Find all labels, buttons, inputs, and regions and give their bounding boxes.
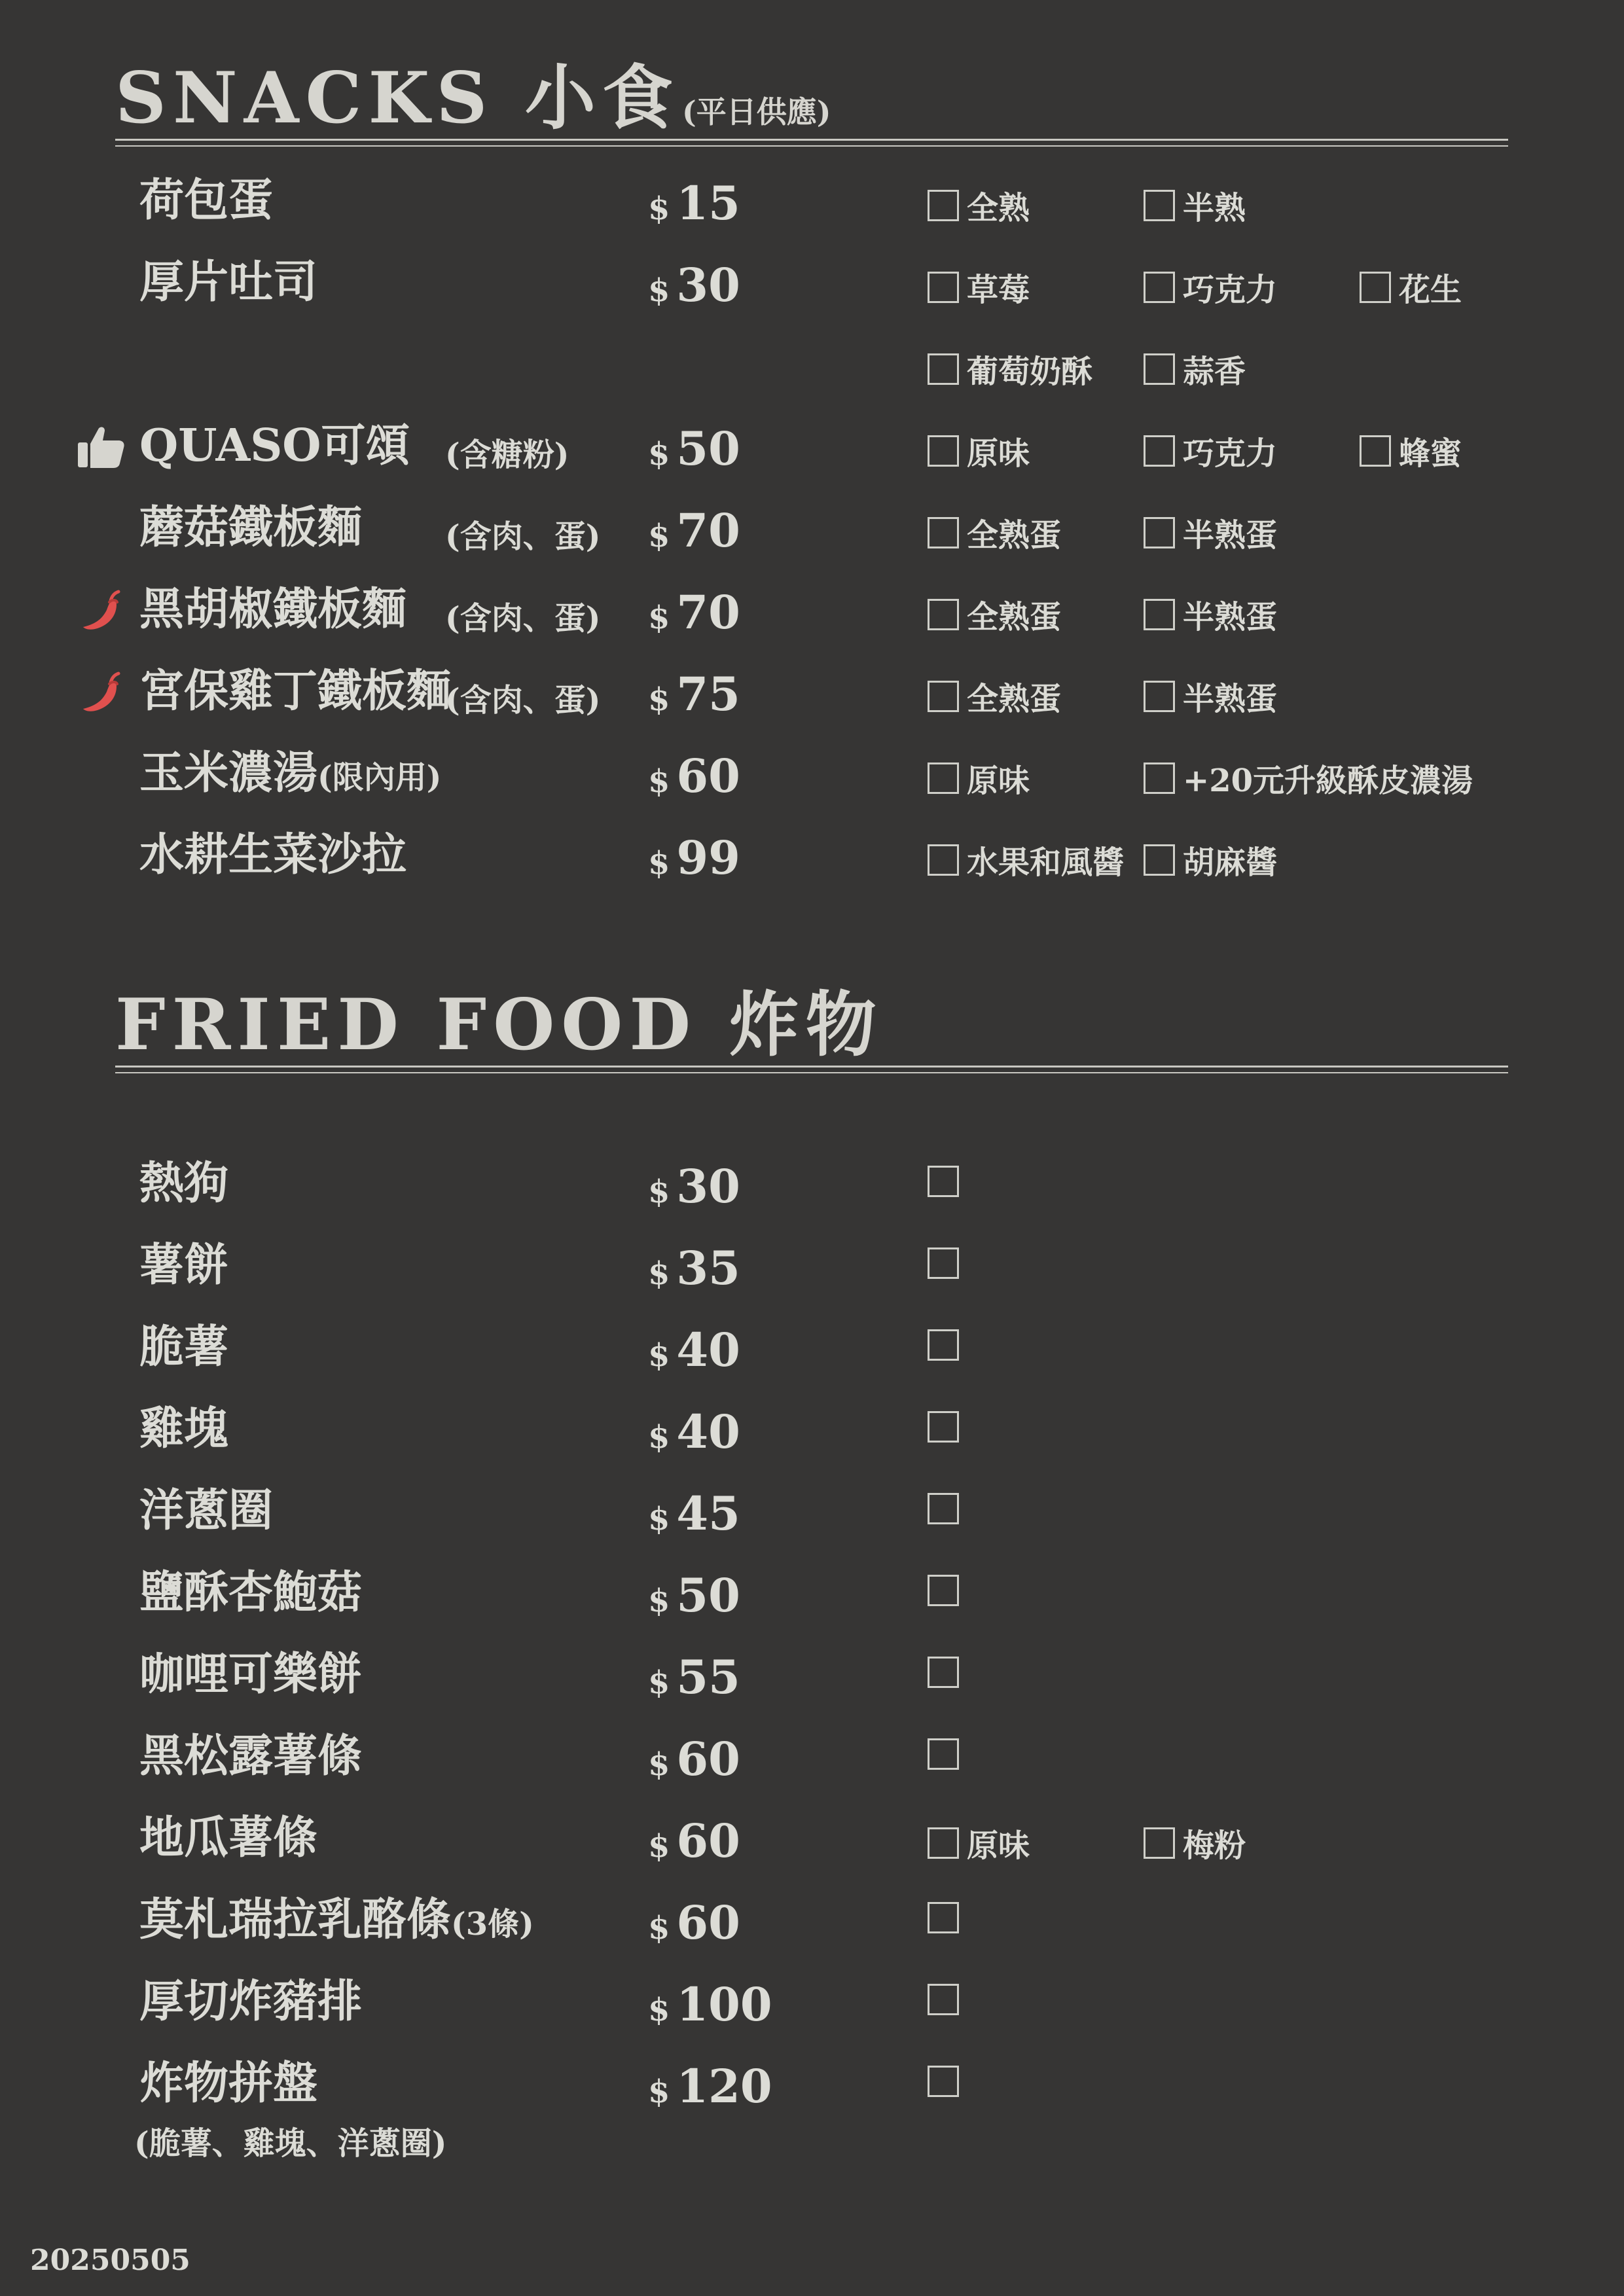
checkbox-icon[interactable] xyxy=(928,1738,959,1770)
item-name-text: 地瓜薯條 xyxy=(139,1812,318,1864)
item-price xyxy=(648,831,740,885)
option-checkbox[interactable] xyxy=(928,264,1030,308)
snacks-divider xyxy=(115,139,1508,141)
option-checkbox[interactable] xyxy=(928,2066,967,2102)
menu-row xyxy=(0,489,1624,571)
checkbox-icon[interactable] xyxy=(928,681,959,712)
item-name xyxy=(139,1976,362,2027)
item-price xyxy=(648,667,740,721)
checkbox-icon[interactable] xyxy=(1144,272,1175,303)
option-checkbox[interactable] xyxy=(928,1738,967,1775)
option-checkbox[interactable] xyxy=(1144,346,1246,390)
item-note: (含肉、蛋) xyxy=(445,518,601,555)
menu-row xyxy=(0,1145,1624,1227)
item-name xyxy=(139,666,451,717)
price-value: 60 xyxy=(676,1732,740,1786)
item-price xyxy=(648,503,740,558)
menu-row xyxy=(0,734,1624,816)
option-checkbox[interactable] xyxy=(1360,428,1462,472)
menu-row xyxy=(0,1308,1624,1390)
item-price xyxy=(648,1650,740,1704)
currency-symbol: $ xyxy=(648,272,670,309)
item-price xyxy=(648,1814,740,1868)
currency-symbol: $ xyxy=(648,1419,670,1456)
checkbox-icon[interactable] xyxy=(928,517,959,548)
item-price xyxy=(648,176,740,230)
currency-symbol: $ xyxy=(648,763,670,800)
option-label: 水果和風醬 xyxy=(967,844,1125,881)
option-checkbox[interactable] xyxy=(928,1657,967,1693)
checkbox-icon[interactable] xyxy=(1144,517,1175,548)
option-label: +20元升級酥皮濃湯 xyxy=(1183,762,1473,799)
item-price xyxy=(648,2059,772,2113)
checkbox-icon[interactable] xyxy=(928,1984,959,2015)
currency-symbol: $ xyxy=(648,1664,670,1701)
snacks-title: SNACKS 小食(平日供應) xyxy=(115,57,831,139)
item-name-text: 黑胡椒鐵板麵 xyxy=(139,583,407,636)
item-name-text: QUASO可頌 xyxy=(139,420,410,472)
option-label: 花生 xyxy=(1399,272,1462,308)
option-checkbox[interactable] xyxy=(928,1902,967,1939)
item-name-text: 厚片吐司 xyxy=(139,256,318,308)
price-value: 60 xyxy=(676,1895,740,1950)
option-checkbox[interactable] xyxy=(928,1575,967,1611)
item-name-text: 咖哩可樂餅 xyxy=(139,1648,363,1700)
item-name xyxy=(139,2058,317,2109)
option-checkbox[interactable] xyxy=(928,837,1125,881)
checkbox-icon[interactable] xyxy=(928,1329,959,1361)
option-checkbox[interactable] xyxy=(1144,755,1473,799)
currency-symbol: $ xyxy=(648,190,670,227)
menu-row xyxy=(0,1636,1624,1717)
price-value: 75 xyxy=(676,667,740,721)
item-name xyxy=(139,747,441,798)
chili-pepper-icon xyxy=(75,666,128,718)
option-label: 半熟蛋 xyxy=(1183,681,1278,717)
menu-row xyxy=(0,407,1624,489)
item-price xyxy=(648,1241,740,1295)
price-value: 40 xyxy=(676,1323,740,1377)
price-value: 15 xyxy=(676,176,740,230)
menu-row xyxy=(0,816,1624,898)
item-name-text: 黑松露薯條 xyxy=(139,1730,363,1782)
item-price xyxy=(648,422,740,476)
item-name xyxy=(139,1812,317,1863)
option-label: 半熟 xyxy=(1183,190,1246,226)
item-name xyxy=(139,1158,228,1209)
checkbox-icon[interactable] xyxy=(1144,190,1175,221)
currency-symbol: $ xyxy=(648,436,670,473)
fried-food-divider xyxy=(115,1066,1508,1067)
item-name-text: 熱狗 xyxy=(139,1157,229,1210)
checkbox-icon[interactable] xyxy=(1144,844,1175,876)
price-value: 50 xyxy=(676,422,740,476)
price-value: 55 xyxy=(676,1650,740,1704)
option-checkbox[interactable] xyxy=(928,1247,967,1284)
price-value: 70 xyxy=(676,585,740,639)
option-checkbox[interactable] xyxy=(928,755,1030,799)
snacks-divider-thin xyxy=(115,145,1508,147)
fried-food-divider-thin xyxy=(115,1072,1508,1073)
item-description: (脆薯、雞塊、洋蔥圈) xyxy=(134,2125,447,2162)
currency-symbol: $ xyxy=(648,1910,670,1946)
item-name xyxy=(139,584,406,635)
option-label: 巧克力 xyxy=(1183,272,1278,308)
option-checkbox[interactable] xyxy=(1144,183,1246,226)
checkbox-icon[interactable] xyxy=(928,190,959,221)
price-value: 45 xyxy=(676,1486,740,1541)
item-note: (含肉、蛋) xyxy=(445,600,601,637)
option-label: 半熟蛋 xyxy=(1183,517,1278,554)
snacks-note: (平日供應) xyxy=(681,94,831,130)
checkbox-icon[interactable] xyxy=(1144,353,1175,385)
menu-row xyxy=(0,162,1624,243)
item-name xyxy=(139,1649,362,1700)
item-price xyxy=(648,1895,740,1950)
price-value: 40 xyxy=(676,1405,740,1459)
item-name-text: 脆薯 xyxy=(139,1321,229,1373)
price-value: 30 xyxy=(676,1159,740,1213)
menu-row xyxy=(0,1717,1624,1799)
item-price xyxy=(648,585,740,639)
version-stamp: 20250505 xyxy=(30,2244,190,2277)
price-value: 30 xyxy=(676,258,740,312)
item-price xyxy=(648,1977,772,2032)
checkbox-icon[interactable] xyxy=(928,1657,959,1688)
price-value: 100 xyxy=(676,1977,772,2032)
menu-row xyxy=(0,653,1624,734)
option-checkbox[interactable] xyxy=(1144,1820,1246,1864)
checkbox-icon[interactable] xyxy=(928,1827,959,1859)
checkbox-icon[interactable] xyxy=(928,1411,959,1443)
option-checkbox[interactable] xyxy=(1144,837,1278,881)
menu-row xyxy=(0,325,1624,407)
option-checkbox[interactable] xyxy=(1144,592,1278,636)
option-checkbox[interactable] xyxy=(928,1820,1030,1864)
currency-symbol: $ xyxy=(648,1174,670,1210)
option-label: 梅粉 xyxy=(1183,1827,1246,1864)
option-label: 全熟 xyxy=(967,190,1030,226)
checkbox-icon[interactable] xyxy=(1144,681,1175,712)
price-value: 50 xyxy=(676,1568,740,1623)
option-checkbox[interactable] xyxy=(928,1166,967,1202)
option-label: 蒜香 xyxy=(1183,353,1246,390)
option-label: 半熟蛋 xyxy=(1183,599,1278,636)
currency-symbol: $ xyxy=(648,1746,670,1783)
menu-row xyxy=(0,1390,1624,1472)
item-price xyxy=(648,258,740,312)
option-label: 草莓 xyxy=(967,272,1030,308)
item-name xyxy=(139,175,273,226)
item-price xyxy=(648,1732,740,1786)
item-name-text: 洋蔥圈 xyxy=(139,1484,274,1537)
menu-row xyxy=(0,243,1624,325)
item-price xyxy=(648,1323,740,1377)
checkbox-icon[interactable] xyxy=(1360,435,1391,467)
checkbox-icon[interactable] xyxy=(928,1902,959,1933)
menu-row xyxy=(0,571,1624,653)
currency-symbol: $ xyxy=(648,1337,670,1374)
item-name-text: 荷包蛋 xyxy=(139,174,274,226)
checkbox-icon[interactable] xyxy=(1144,1827,1175,1859)
option-checkbox[interactable] xyxy=(928,1493,967,1530)
option-checkbox[interactable] xyxy=(928,428,1030,472)
currency-symbol: $ xyxy=(648,1255,670,1292)
option-label: 全熟蛋 xyxy=(967,599,1062,636)
checkbox-icon[interactable] xyxy=(928,1166,959,1197)
checkbox-icon[interactable] xyxy=(1360,272,1391,303)
item-name-text: 厚切炸豬排 xyxy=(139,1975,363,2028)
item-name xyxy=(139,1240,228,1291)
item-name xyxy=(139,1567,362,1618)
item-note: (3條) xyxy=(451,1906,534,1943)
option-checkbox[interactable] xyxy=(1144,510,1278,554)
item-price xyxy=(648,1159,740,1213)
checkbox-icon[interactable] xyxy=(928,435,959,467)
item-name-text: 鹽酥杏鮑菇 xyxy=(139,1566,363,1619)
item-name xyxy=(139,1485,273,1536)
item-name-text: 玉米濃湯 xyxy=(139,747,318,799)
currency-symbol: $ xyxy=(648,1992,670,2028)
item-note: (限內用) xyxy=(317,759,442,796)
checkbox-icon[interactable] xyxy=(928,762,959,794)
menu-row xyxy=(0,1554,1624,1636)
currency-symbol: $ xyxy=(648,1583,670,1619)
item-name xyxy=(139,502,362,553)
item-name xyxy=(139,1731,362,1782)
item-name xyxy=(139,829,406,880)
checkbox-icon[interactable] xyxy=(928,844,959,876)
option-label: 葡萄奶酥 xyxy=(967,353,1093,390)
option-checkbox[interactable] xyxy=(928,1984,967,2020)
option-label: 原味 xyxy=(967,762,1030,799)
option-checkbox[interactable] xyxy=(928,592,1062,636)
item-name-text: 雞塊 xyxy=(139,1403,229,1455)
option-label: 全熟蛋 xyxy=(967,517,1062,554)
option-label: 胡麻醬 xyxy=(1183,844,1278,881)
currency-symbol: $ xyxy=(648,2073,670,2110)
item-name-text: 薯餅 xyxy=(139,1239,229,1291)
option-label: 原味 xyxy=(967,435,1030,472)
item-name xyxy=(139,1321,228,1372)
chili-pepper-icon xyxy=(75,584,128,636)
option-checkbox[interactable] xyxy=(928,183,1030,226)
currency-symbol: $ xyxy=(648,681,670,718)
price-value: 120 xyxy=(676,2059,772,2113)
item-note: (含糖粉) xyxy=(445,437,569,473)
item-price xyxy=(648,1405,740,1459)
item-name xyxy=(139,1894,534,1945)
price-value: 60 xyxy=(676,1814,740,1868)
currency-symbol: $ xyxy=(648,518,670,554)
checkbox-icon[interactable] xyxy=(1144,435,1175,467)
option-label: 原味 xyxy=(967,1827,1030,1864)
option-checkbox[interactable] xyxy=(928,673,1062,717)
currency-symbol: $ xyxy=(648,1501,670,1537)
item-name xyxy=(139,1403,228,1454)
item-name-text: 宮保雞丁鐵板麵 xyxy=(139,665,452,717)
checkbox-icon[interactable] xyxy=(928,2066,959,2097)
item-price xyxy=(648,1568,740,1623)
checkbox-icon[interactable] xyxy=(928,353,959,385)
menu-row xyxy=(0,2045,1624,2162)
option-checkbox[interactable] xyxy=(1144,428,1278,472)
menu-row xyxy=(0,1963,1624,2045)
thumbs-up-icon xyxy=(75,420,128,473)
item-name xyxy=(139,257,317,308)
price-value: 60 xyxy=(676,749,740,803)
fried-food-title: FRIED FOOD 炸物 xyxy=(115,984,883,1066)
menu-row xyxy=(0,1227,1624,1308)
option-checkbox[interactable] xyxy=(1144,264,1278,308)
currency-symbol: $ xyxy=(648,600,670,636)
checkbox-icon[interactable] xyxy=(928,1247,959,1279)
option-checkbox[interactable] xyxy=(1144,673,1278,717)
option-checkbox[interactable] xyxy=(928,1411,967,1448)
option-label: 蜂蜜 xyxy=(1399,435,1462,472)
menu-row xyxy=(0,1799,1624,1881)
item-name-text: 蘑菇鐵板麵 xyxy=(139,501,363,554)
option-label: 巧克力 xyxy=(1183,435,1278,472)
item-price xyxy=(648,1486,740,1541)
price-value: 70 xyxy=(676,503,740,558)
checkbox-icon[interactable] xyxy=(928,272,959,303)
menu-row xyxy=(0,1881,1624,1963)
currency-symbol: $ xyxy=(648,845,670,882)
checkbox-icon[interactable] xyxy=(928,599,959,630)
item-name xyxy=(139,420,410,471)
checkbox-icon[interactable] xyxy=(1144,599,1175,630)
price-value: 99 xyxy=(676,831,740,885)
menu-row xyxy=(0,1472,1624,1554)
price-value: 35 xyxy=(676,1241,740,1295)
option-checkbox[interactable] xyxy=(1360,264,1462,308)
item-name-text: 莫札瑞拉乳酪條 xyxy=(139,1893,452,1946)
currency-symbol: $ xyxy=(648,1828,670,1865)
item-note: (含肉、蛋) xyxy=(445,682,601,719)
checkbox-icon[interactable] xyxy=(928,1493,959,1524)
item-name-text: 水耕生菜沙拉 xyxy=(139,829,407,881)
option-checkbox[interactable] xyxy=(928,1329,967,1366)
checkbox-icon[interactable] xyxy=(1144,762,1175,794)
item-price xyxy=(648,749,740,803)
option-label: 全熟蛋 xyxy=(967,681,1062,717)
option-checkbox[interactable] xyxy=(928,510,1062,554)
item-name-text: 炸物拼盤 xyxy=(139,2057,318,2109)
option-checkbox[interactable] xyxy=(928,346,1093,390)
checkbox-icon[interactable] xyxy=(928,1575,959,1606)
